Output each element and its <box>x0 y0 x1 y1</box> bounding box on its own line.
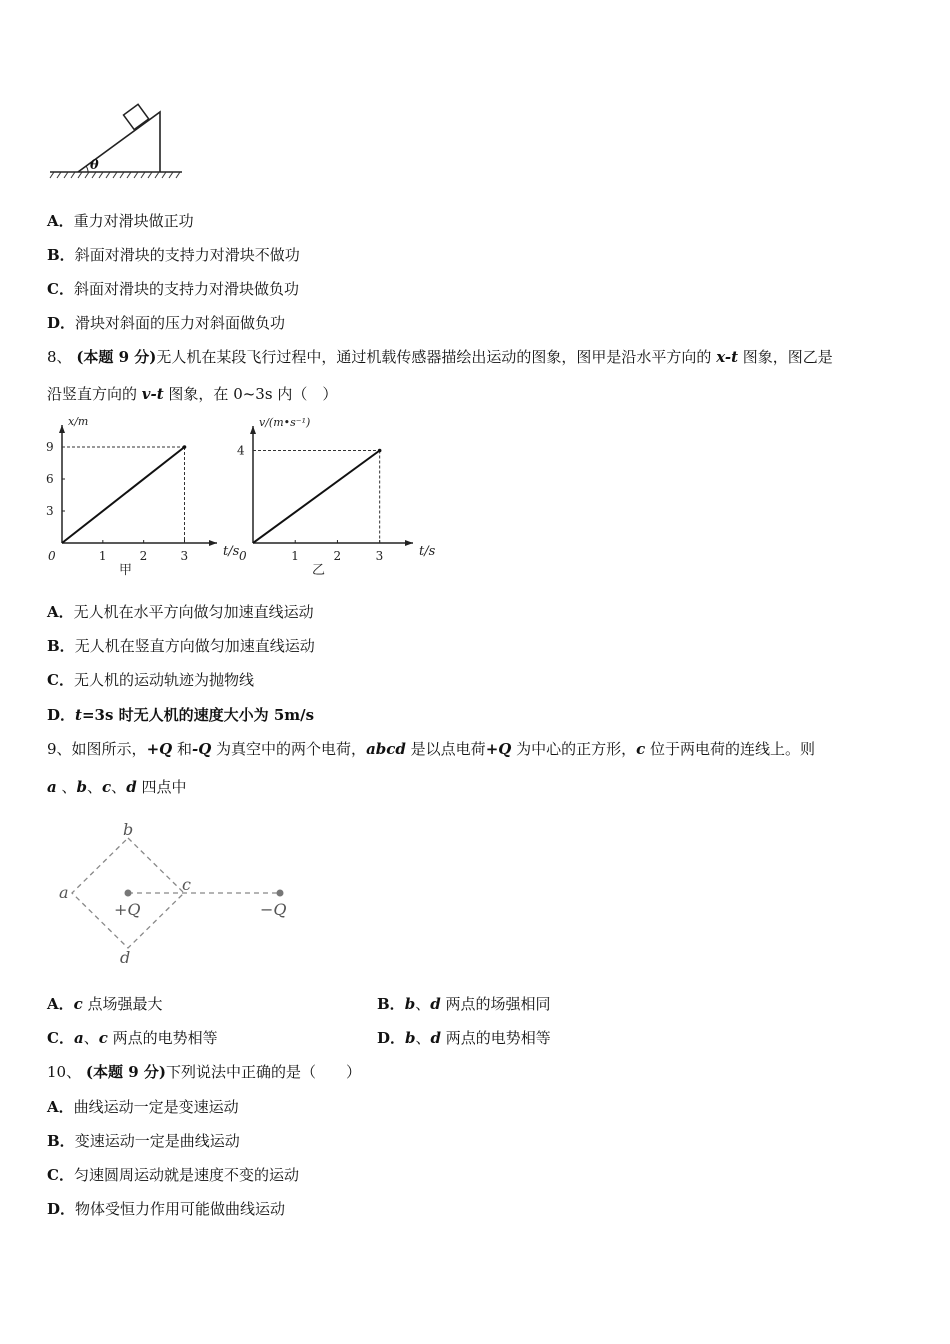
text-run: 、 <box>56 778 77 796</box>
q10-option-b: B．变速运动一定是曲线运动 <box>47 1132 240 1150</box>
text-run: 位于两电荷的连线上。则 <box>645 740 816 758</box>
incline-figure <box>44 98 189 183</box>
minus-q-label: −Q <box>260 900 287 919</box>
y-axis-label: v/(m•s⁻¹) <box>259 416 311 429</box>
y-axis-arrow <box>250 426 256 434</box>
variable: d <box>430 1029 442 1047</box>
q10-option-d: D．物体受恒力作用可能做曲线运动 <box>47 1200 286 1218</box>
y-tick-label: 4 <box>237 443 245 458</box>
q7-option-d: D．滑块对斜面的压力对斜面做负功 <box>47 314 286 332</box>
point-b-label: b <box>123 820 134 839</box>
q8-option-b: B．无人机在竖直方向做匀加速直线运动 <box>47 637 315 655</box>
text-run: 是以点电荷 <box>405 740 486 758</box>
text-run: 和 <box>172 740 192 758</box>
variable: d <box>126 778 137 796</box>
y-axis-arrow <box>59 425 65 433</box>
q7-option-b: B．斜面对滑块的支持力对滑块不做功 <box>47 246 300 264</box>
y-tick-label: 9 <box>46 440 54 454</box>
data-point <box>183 445 187 449</box>
x-axis-label: t/s <box>419 544 436 559</box>
text-run: 、 <box>415 995 431 1013</box>
x-axis-arrow <box>405 540 413 546</box>
text-run: 四点中 <box>136 778 187 796</box>
origin-label: 0 <box>48 549 56 563</box>
block <box>124 104 149 129</box>
x-tick-label: 2 <box>139 549 148 563</box>
variable: b <box>404 995 416 1013</box>
minus-q-charge <box>277 890 284 897</box>
variable: d <box>430 995 441 1013</box>
text-run: 两点的电势相等 <box>441 1029 551 1047</box>
text-run: 为中心的正方形， <box>511 740 637 758</box>
variable: +Q <box>485 740 512 758</box>
text-run: 、 <box>415 1029 431 1047</box>
variable: abcd <box>366 740 406 758</box>
variable: b <box>76 778 88 796</box>
data-line <box>253 451 380 544</box>
chart-caption: 甲 <box>119 563 133 578</box>
text-run: 、 <box>87 778 103 796</box>
q10-option-c: C．匀速圆周运动就是速度不变的运动 <box>47 1166 299 1184</box>
y-tick-label: 3 <box>46 504 54 518</box>
q7-option-c: C．斜面对滑块的支持力对滑块做负功 <box>47 280 299 298</box>
chart-caption: 乙 <box>312 563 326 578</box>
q8-option-d: D．t=3s 时无人机的速度大小为 5m/s <box>47 706 315 724</box>
chart-x-t-jia <box>40 415 240 583</box>
variable: a <box>73 1029 84 1047</box>
point-d-label: d <box>120 948 131 967</box>
x-tick-label: 1 <box>291 549 299 563</box>
variable: +Q <box>146 740 173 758</box>
variable: a <box>47 778 57 796</box>
variable: -Q <box>191 740 212 758</box>
data-line <box>62 447 185 543</box>
charges-figure <box>52 818 302 968</box>
q9-option-d: D．b、d 两点的电势相等 <box>377 1029 551 1047</box>
y-tick-label: 6 <box>46 472 54 486</box>
plus-q-label: +Q <box>114 900 141 919</box>
x-axis-label: t/s <box>223 544 240 559</box>
q10-stem: 10、 (本题 9 分)下列说法中正确的是（ ） <box>47 1063 361 1081</box>
x-tick-label: 1 <box>98 549 107 563</box>
q9-stem-line-2 <box>47 777 186 797</box>
x-tick-label: 2 <box>333 549 342 563</box>
text-run: 点场强最大 <box>82 995 163 1013</box>
origin-label: 0 <box>239 549 247 563</box>
variable: c <box>73 995 83 1013</box>
point-c-label: c <box>182 875 191 894</box>
q8-option-a: A．无人机在水平方向做匀加速直线运动 <box>47 603 314 621</box>
chart-v-t-yi <box>234 416 436 583</box>
text-run: 如图所示， <box>71 740 147 758</box>
q7-option-a: A．重力对滑块做正功 <box>47 212 194 230</box>
theta-label: θ <box>90 158 99 173</box>
variable: c <box>98 1029 108 1047</box>
text-run: 、 <box>111 778 127 796</box>
q8-stem-line-1: 8、 (本题 9 分)无人机在某段飞行过程中，通过机载传感器描绘出运动的图象，图甲是沿水平方向的 x-t 图象，图乙是 <box>47 348 833 366</box>
x-axis-arrow <box>209 540 217 546</box>
variable: c <box>102 778 112 796</box>
point-a-label: a <box>59 883 69 902</box>
text-run: 两点的场强相同 <box>440 995 551 1013</box>
text-run: 两点的电势相等 <box>107 1029 218 1047</box>
plus-q-charge <box>125 890 132 897</box>
text-run: 为真空中的两个电荷， <box>211 740 367 758</box>
q8-stem-line-2: 沿竖直方向的 v-t 图象，在 0~3s 内（ ） <box>47 385 338 403</box>
x-tick-label: 3 <box>375 549 384 563</box>
q9-option-b: B．b、d 两点的场强相同 <box>377 995 551 1013</box>
q9-option-a: A．c 点场强最大 <box>47 995 163 1013</box>
data-point <box>378 449 382 453</box>
q10-option-a: A．曲线运动一定是变速运动 <box>47 1098 239 1116</box>
q9-stem-line-1: 9、如图所示，+Q 和-Q 为真空中的两个电荷，abcd 是以点电荷+Q 为中心的正方形，c 位于两电荷的连线上。则 <box>47 740 816 758</box>
x-tick-label: 3 <box>180 549 189 563</box>
y-axis-label: x/m <box>68 415 89 428</box>
q8-option-c: C．无人机的运动轨迹为抛物线 <box>47 671 254 689</box>
variable: b <box>405 1029 416 1047</box>
variable: c <box>636 740 646 758</box>
q9-option-c: C．a、c 两点的电势相等 <box>47 1029 218 1047</box>
text-run: 、 <box>83 1029 99 1047</box>
